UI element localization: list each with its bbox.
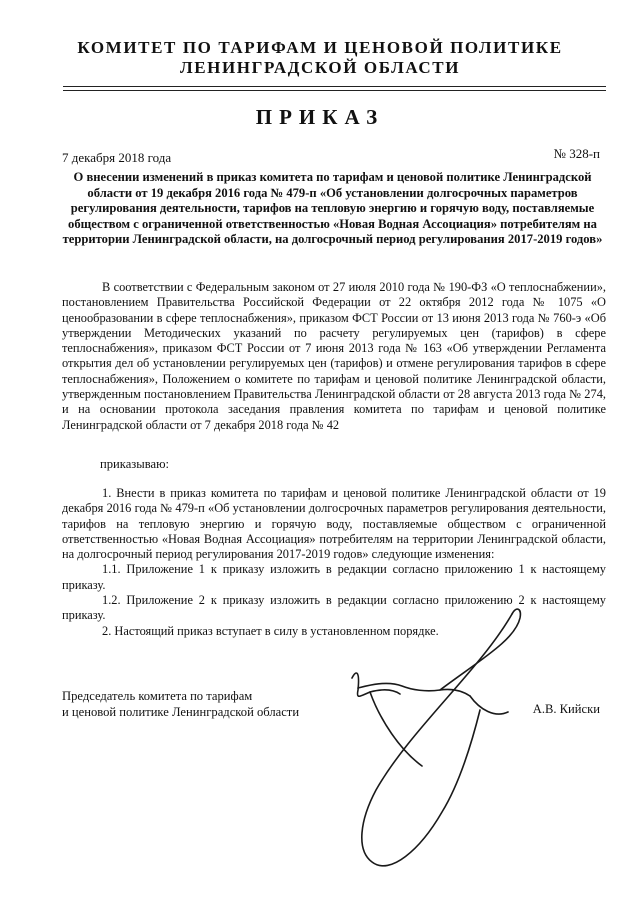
org-name-line2: ЛЕНИНГРАДСКОЙ ОБЛАСТИ xyxy=(179,58,461,77)
org-name-line1: КОМИТЕТ ПО ТАРИФАМ И ЦЕНОВОЙ ПОЛИТИКЕ xyxy=(77,38,563,57)
handwritten-signature-icon xyxy=(330,600,540,890)
order-item-1-2: 1.2. Приложение 2 к приказу изложить в редакции согласно приложению 2 к настоящему приказу. xyxy=(62,593,606,623)
order-item-1-1: 1.1. Приложение 1 к приказу изложить в редакции согласно приложению 1 к настоящему приказу. xyxy=(62,562,606,592)
signatory-title xyxy=(62,688,299,720)
signatory-title-line1: Председатель комитета по тарифам xyxy=(62,689,253,703)
order-item-1: 1. Внести в приказ комитета по тарифам и ценовой политике Ленинградской области от 19 декабря 2016 года № 479-п «Об установлении долгосрочных параметров регулирования деятельности, тарифов на тепловую энергию и горячую воду, поставляемые обществом с ограниченной ответственностью «Новая Водная Ассоциация» потребителям на территории Ленинградской области, на долгосрочный период регулирования 2017-2019 годов» следующие изменения: xyxy=(62,486,606,562)
signatory-name: А.В. Кийски xyxy=(532,702,600,716)
header-rule-top xyxy=(63,86,606,87)
preamble-paragraph: В соответствии с Федеральным законом от 27 июля 2010 года № 190-ФЗ «О теплоснабжении», постановлением Правительства Российской Федерации от 22 октября 2012 года № 1075 «О ценообразовании в сфере теплоснабжения», приказом ФСТ России от 13 июня 2013 года № 760-э «Об утверждении Методических указаний по расчету регулируемых цен (тарифов) в сфере теплоснабжения», приказом ФСТ России от 7 июня 2013 года № 163 «Об утверждении Регламента открытия дел об установлении регулируемых цен (тарифов) и отмене регулирования тарифов в сфере теплоснабжения», Положением о комитете по тарифам и ценовой политике Ленинградской области, утвержденным постановлением Правительства Ленинградской области от 28 августа 2013 года № 274, и на основании протокола заседания правления комитета по тарифам и ценовой политике Ленинградской области от 7 декабря 2018 года № 42 xyxy=(62,280,606,432)
signatory-title-line2: и ценовой политике Ленинградской области xyxy=(62,705,300,719)
order-word: приказываю: xyxy=(100,457,170,471)
document-type-title: ПРИКАЗ xyxy=(255,105,385,129)
header-rule-bottom xyxy=(63,90,606,91)
document-number: № 328-п xyxy=(553,146,600,161)
document-subject: О внесении изменений в приказ комитета по тарифам и ценовой политике Ленинградской области от 19 декабря 2016 года № 479-п «Об установлении долгосрочных параметров регулирования деятельности, тарифов на тепловую энергию и горячую воду, поставляемые обществом с ограниченной ответственностью «Новая Водная Ассоциация» потребителям на территории Ленинградской области, на долгосрочный период регулирования 2017-2019 годов» xyxy=(62,170,603,246)
document-date: 7 декабря 2018 года xyxy=(62,150,172,165)
order-item-2: 2. Настоящий приказ вступает в силу в установленном порядке. xyxy=(102,623,439,638)
